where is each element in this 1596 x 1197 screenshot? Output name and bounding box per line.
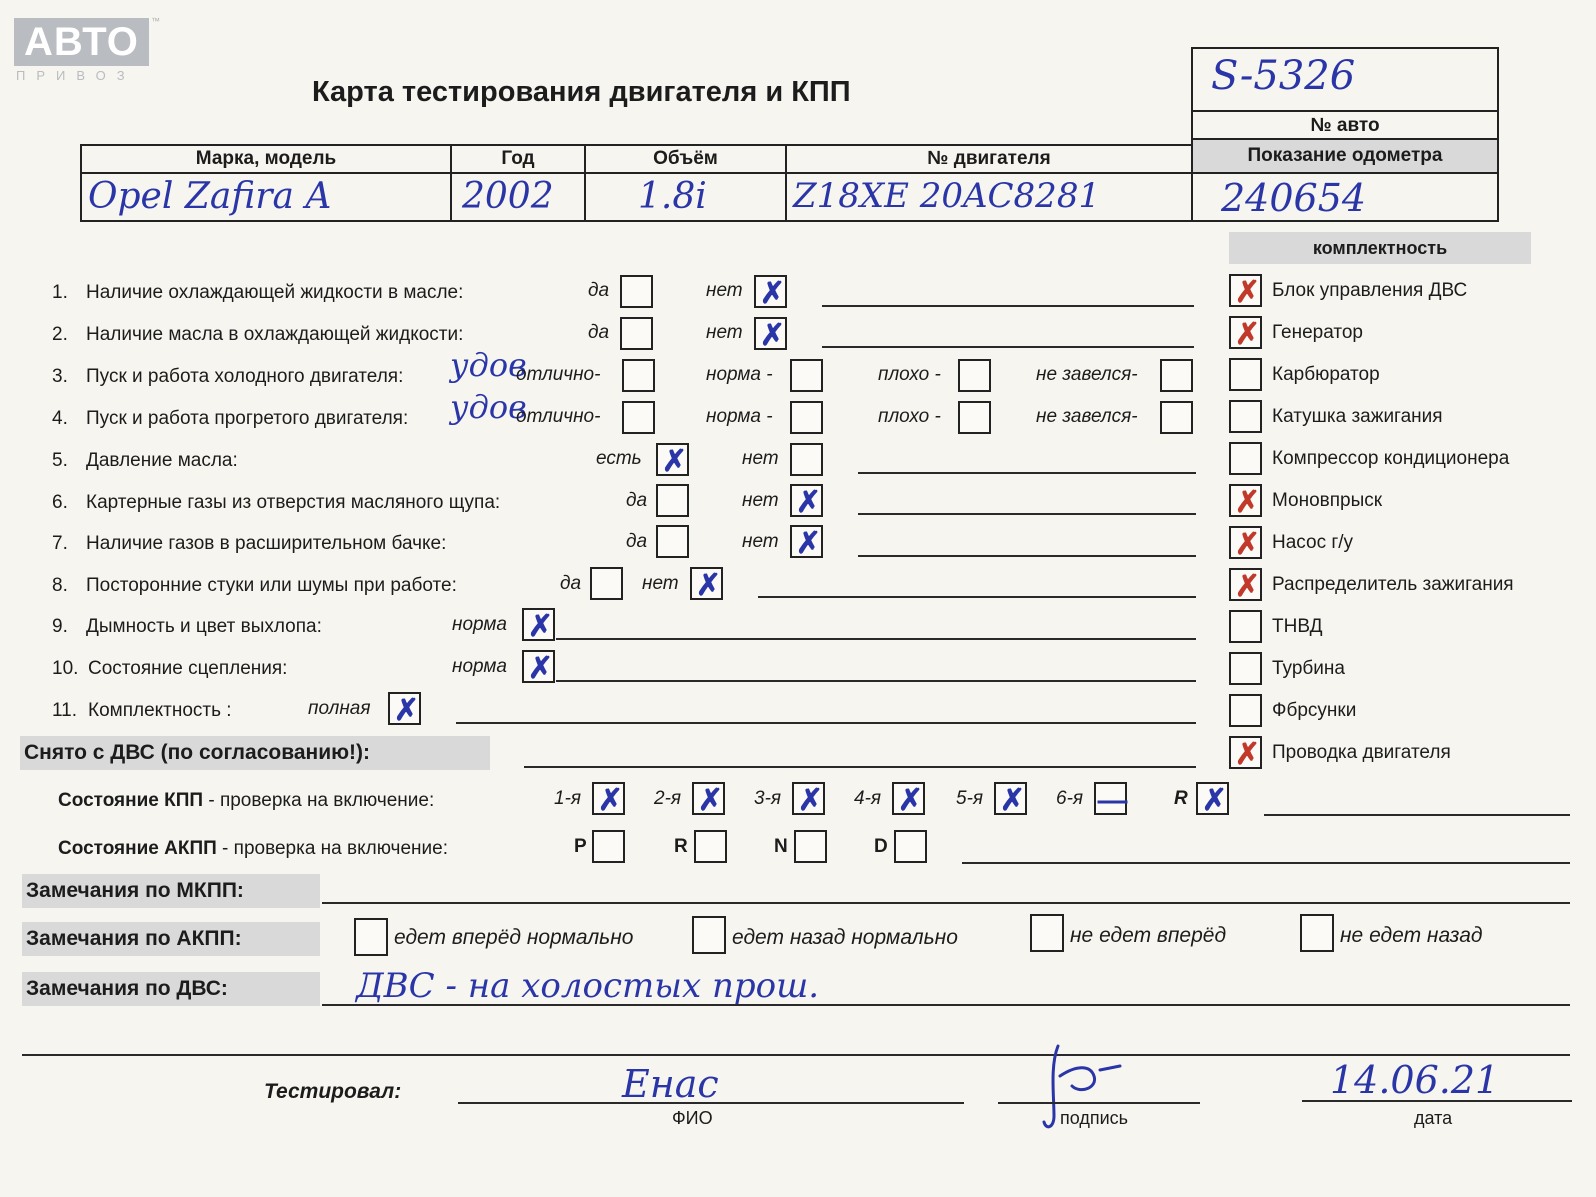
completeness-checkbox-7[interactable] — [1229, 526, 1262, 559]
q6-no-label: нет — [742, 490, 779, 511]
completeness-checkbox-10[interactable] — [1229, 652, 1262, 685]
kpp-label-rest: - проверка на включение: — [203, 790, 435, 811]
q4-excellent-checkbox[interactable] — [622, 401, 655, 434]
question-text-9: Дымность и цвет выхлопа: — [86, 616, 322, 637]
q4-bad-checkbox[interactable] — [958, 401, 991, 434]
logo-sub: ПРИВОЗ — [16, 68, 136, 83]
value-year: 2002 — [462, 176, 554, 217]
kpp-gear-checkbox-1[interactable] — [592, 782, 625, 815]
q5-yes-checkbox[interactable] — [656, 443, 689, 476]
q5-yes-label: есть — [596, 448, 642, 469]
q6-yes-label: да — [626, 490, 648, 511]
akpp-n-label: N — [774, 836, 788, 857]
q9-norm-checkbox[interactable] — [522, 608, 555, 641]
q4-normal-label: норма - — [706, 406, 773, 427]
completeness-label-7: Насос г/у — [1272, 532, 1354, 553]
completeness-checkbox-8[interactable] — [1229, 568, 1262, 601]
akpp-no-forward-label: не едет вперёд — [1070, 924, 1227, 947]
q2-yes-label: да — [588, 322, 610, 343]
q1-yes-checkbox[interactable] — [620, 275, 653, 308]
q9-norm-label: норма — [452, 614, 507, 635]
q9-norm-mark: ✗ — [527, 610, 554, 643]
kpp-gear-mark-2: ✗ — [697, 784, 724, 817]
akpp-p-checkbox[interactable] — [592, 830, 625, 863]
akpp-n-checkbox[interactable] — [794, 830, 827, 863]
remarks-dvs-line — [322, 1004, 1570, 1006]
value-volume-cell — [584, 172, 787, 222]
completeness-checkbox-3[interactable] — [1229, 358, 1262, 391]
question-text-8: Посторонние стуки или шумы при работе: — [86, 575, 457, 596]
remarks-mkpp-line — [322, 902, 1570, 904]
q3-bad-label: плохо - — [878, 364, 941, 385]
value-make-model-cell — [80, 172, 452, 222]
q8-yes-checkbox[interactable] — [590, 567, 623, 600]
akpp-r-checkbox[interactable] — [694, 830, 727, 863]
akpp-d-label: D — [874, 836, 888, 857]
akpp-no-backward-checkbox[interactable] — [1300, 914, 1334, 952]
q6-notes-line — [858, 513, 1196, 515]
q10-norm-mark: ✗ — [527, 652, 554, 685]
question-num-1: 1. — [52, 282, 68, 303]
q9-notes-line — [556, 638, 1196, 640]
question-num-10: 10. — [52, 658, 79, 679]
q7-yes-checkbox[interactable] — [656, 525, 689, 558]
question-text-6: Картерные газы из отверстия масляного щупа: — [86, 492, 501, 513]
completeness-label-2: Генератор — [1272, 322, 1363, 343]
q3-no-start-label: не завелся- — [1036, 364, 1138, 385]
kpp-gear-mark-1: ✗ — [597, 784, 624, 817]
completeness-label-6: Моновпрыск — [1272, 490, 1383, 511]
akpp-backward-ok-label: едет назад нормально — [732, 926, 958, 949]
remarks-mkpp-label: Замечания по МКПП: — [26, 879, 244, 902]
akpp-forward-ok-checkbox[interactable] — [354, 918, 388, 956]
q2-yes-checkbox[interactable] — [620, 317, 653, 350]
completeness-checkbox-4[interactable] — [1229, 400, 1262, 433]
q10-norm-checkbox[interactable] — [522, 650, 555, 683]
header-year: Год — [450, 144, 586, 174]
value-volume: 1.8i — [638, 176, 707, 217]
akpp-notes-line — [962, 862, 1570, 864]
question-num-11: 11. — [52, 700, 78, 721]
question-num-7: 7. — [52, 533, 68, 554]
signature-label: подпись — [1060, 1108, 1129, 1128]
q5-notes-line — [858, 472, 1196, 474]
completeness-checkbox-1[interactable] — [1229, 274, 1262, 307]
completeness-checkbox-9[interactable] — [1229, 610, 1262, 643]
kpp-gear-label-4: 4-я — [854, 788, 882, 809]
q2-no-mark: ✗ — [759, 319, 786, 352]
q5-no-checkbox[interactable] — [790, 443, 823, 476]
akpp-p-label: P — [574, 836, 587, 857]
akpp-label-bold: Состояние АКПП — [58, 838, 217, 859]
q8-no-checkbox[interactable] — [690, 567, 723, 600]
q11-full-label: полная — [308, 698, 371, 719]
removed-label: Снято с ДВС (по согласованию!): — [24, 741, 371, 764]
question-text-1: Наличие охлаждающей жидкости в масле: — [86, 282, 464, 303]
completeness-label-9: ТНВД — [1272, 616, 1323, 637]
q7-no-label: нет — [742, 531, 779, 552]
q3-excellent-checkbox[interactable] — [622, 359, 655, 392]
completeness-mark-2: ✗ — [1234, 318, 1261, 351]
completeness-label-1: Блок управления ДВС — [1272, 280, 1468, 301]
kpp-gear-label-6: 6-я — [1056, 788, 1084, 809]
completeness-checkbox-6[interactable] — [1229, 484, 1262, 517]
q4-no-start-checkbox[interactable] — [1160, 401, 1193, 434]
q3-normal-label: норма - — [706, 364, 773, 385]
q3-bad-checkbox[interactable] — [958, 359, 991, 392]
kpp-notes-line — [1264, 814, 1570, 816]
name-label: ФИО — [672, 1108, 713, 1128]
kpp-gear-mark-4: ✗ — [897, 784, 924, 817]
logo — [14, 18, 149, 83]
completeness-mark-1: ✗ — [1234, 276, 1261, 309]
q4-no-start-label: не завелся- — [1036, 406, 1138, 427]
header-volume: Объём — [584, 144, 787, 174]
q5-no-label: нет — [742, 448, 779, 469]
tested-by-label: Тестировал: — [264, 1080, 402, 1103]
signature-line — [998, 1102, 1200, 1104]
value-make-model: Opel Zafira A — [88, 176, 332, 217]
question-text-5: Давление масла: — [86, 450, 238, 471]
completeness-mark-12: ✗ — [1234, 738, 1261, 771]
q3-handwritten-note: удов — [450, 346, 527, 384]
completeness-label-3: Карбюратор — [1272, 364, 1380, 385]
question-text-11: Комплектность : — [88, 700, 232, 721]
header-engine-number: № двигателя — [785, 144, 1193, 174]
q2-no-label: нет — [706, 322, 743, 343]
kpp-gear-mark-r: ✗ — [1201, 784, 1228, 817]
q4-bad-label: плохо - — [878, 406, 941, 427]
completeness-checkbox-11[interactable] — [1229, 694, 1262, 727]
page-title: Карта тестирования двигателя и КПП — [312, 76, 851, 108]
q11-full-mark: ✗ — [393, 694, 420, 727]
value-year-cell — [450, 172, 586, 222]
q4-excellent-label: отлично- — [516, 406, 601, 427]
completeness-mark-7: ✗ — [1234, 528, 1261, 561]
kpp-gear-mark-6: — — [1097, 784, 1128, 817]
q4-handwritten-note: удов — [450, 388, 527, 426]
q7-notes-line — [858, 555, 1196, 557]
kpp-label — [58, 790, 434, 812]
value-engine-number: Z18XE 20AC8281 — [793, 176, 1101, 216]
question-num-8: 8. — [52, 575, 68, 596]
question-num-2: 2. — [52, 324, 68, 345]
completeness-checkbox-2[interactable] — [1229, 316, 1262, 349]
akpp-forward-ok-label: едет вперёд нормально — [394, 926, 634, 949]
date-label: дата — [1414, 1108, 1453, 1128]
completeness-label-11: Фбрсунки — [1272, 700, 1357, 721]
question-num-6: 6. — [52, 492, 68, 513]
q1-notes-line — [822, 305, 1194, 307]
completeness-header: комплектность — [1229, 232, 1531, 264]
kpp-gear-label-3: 3-я — [754, 788, 782, 809]
completeness-mark-6: ✗ — [1234, 486, 1261, 519]
q8-notes-line — [758, 596, 1196, 598]
date-line — [1302, 1100, 1572, 1102]
name-line — [458, 1102, 964, 1104]
question-num-4: 4. — [52, 408, 68, 429]
q1-no-checkbox[interactable] — [754, 275, 787, 308]
q8-no-label: нет — [642, 573, 679, 594]
akpp-label — [58, 838, 448, 860]
remarks-akpp-label: Замечания по АКПП: — [26, 927, 242, 950]
logo-main: АВТО — [14, 18, 149, 66]
kpp-gear-checkbox-2[interactable] — [692, 782, 725, 815]
question-text-7: Наличие газов в расширительном бачке: — [86, 533, 447, 554]
q8-no-mark: ✗ — [695, 569, 722, 602]
date-value: 14.06.21 — [1330, 1058, 1500, 1102]
value-odometer-cell — [1191, 172, 1499, 222]
completeness-mark-8: ✗ — [1234, 570, 1261, 603]
q10-norm-label: норма — [452, 656, 507, 677]
question-text-10: Состояние сцепления: — [88, 658, 288, 679]
kpp-gear-mark-5: ✗ — [999, 784, 1026, 817]
completeness-checkbox-12[interactable] — [1229, 736, 1262, 769]
completeness-label-8: Распределитель зажигания — [1272, 574, 1514, 595]
akpp-label-rest: - проверка на включение: — [216, 838, 448, 859]
remarks-dvs-label: Замечания по ДВС: — [26, 977, 228, 1000]
q11-full-checkbox[interactable] — [388, 692, 421, 725]
q7-no-checkbox[interactable] — [790, 525, 823, 558]
q7-no-mark: ✗ — [795, 527, 822, 560]
completeness-label-4: Катушка зажигания — [1272, 406, 1443, 427]
completeness-label-10: Турбина — [1272, 658, 1345, 679]
completeness-checkbox-5[interactable] — [1229, 442, 1262, 475]
q2-notes-line — [822, 346, 1194, 348]
trademark: ™ — [151, 16, 160, 26]
kpp-gear-checkbox-3[interactable] — [792, 782, 825, 815]
value-odometer: 240654 — [1221, 176, 1367, 220]
q8-yes-label: да — [560, 573, 582, 594]
kpp-gear-mark-3: ✗ — [797, 784, 824, 817]
kpp-gear-label-1: 1-я — [554, 788, 582, 809]
auto-number-label: № авто — [1310, 115, 1380, 136]
auto-number-value: S-5326 — [1211, 53, 1356, 99]
question-num-9: 9. — [52, 616, 68, 637]
q10-notes-line — [556, 680, 1196, 682]
q2-no-checkbox[interactable] — [754, 317, 787, 350]
q6-yes-checkbox[interactable] — [656, 484, 689, 517]
question-text-4: Пуск и работа прогретого двигателя: — [86, 408, 409, 429]
question-text-2: Наличие масла в охлаждающей жидкости: — [86, 324, 464, 345]
auto-number-box — [1191, 47, 1499, 140]
q1-no-label: нет — [706, 280, 743, 301]
q6-no-checkbox[interactable] — [790, 484, 823, 517]
question-num-5: 5. — [52, 450, 68, 471]
akpp-r-label: R — [674, 836, 688, 857]
akpp-backward-ok-checkbox[interactable] — [692, 916, 726, 954]
tester-name-value: Енас — [622, 1062, 719, 1106]
kpp-gear-label-5: 5-я — [956, 788, 984, 809]
kpp-gear-checkbox-6[interactable] — [1094, 782, 1127, 815]
kpp-gear-label-2: 2-я — [654, 788, 682, 809]
completeness-label-12: Проводка двигателя — [1272, 742, 1451, 763]
header-odometer: Показание одометра — [1191, 138, 1499, 174]
akpp-no-forward-checkbox[interactable] — [1030, 914, 1064, 952]
question-num-3: 3. — [52, 366, 68, 387]
q5-yes-mark: ✗ — [661, 445, 688, 478]
q7-yes-label: да — [626, 531, 648, 552]
q4-normal-checkbox[interactable] — [790, 401, 823, 434]
removed-line — [524, 766, 1196, 768]
remarks-extra-line — [22, 1054, 1570, 1056]
q3-no-start-checkbox[interactable] — [1160, 359, 1193, 392]
kpp-gear-checkbox-4[interactable] — [892, 782, 925, 815]
q6-no-mark: ✗ — [795, 486, 822, 519]
value-engine-number-cell — [785, 172, 1193, 222]
q11-notes-line — [456, 722, 1196, 724]
kpp-gear-checkbox-r[interactable] — [1196, 782, 1229, 815]
q1-yes-label: да — [588, 280, 610, 301]
question-text-3: Пуск и работа холодного двигателя: — [86, 366, 404, 387]
header-make-model: Марка, модель — [80, 144, 452, 174]
q3-excellent-label: отлично- — [516, 364, 601, 385]
akpp-d-checkbox[interactable] — [894, 830, 927, 863]
akpp-no-backward-label: не едет назад — [1340, 924, 1483, 947]
kpp-gear-label-r: R — [1174, 788, 1188, 809]
remarks-dvs-value: ДВС - на холостых прош. — [356, 966, 820, 1006]
q3-normal-checkbox[interactable] — [790, 359, 823, 392]
completeness-label-5: Компрессор кондиционера — [1272, 448, 1510, 469]
kpp-label-bold: Состояние КПП — [58, 790, 204, 811]
kpp-gear-checkbox-5[interactable] — [994, 782, 1027, 815]
q1-no-mark: ✗ — [759, 277, 786, 310]
